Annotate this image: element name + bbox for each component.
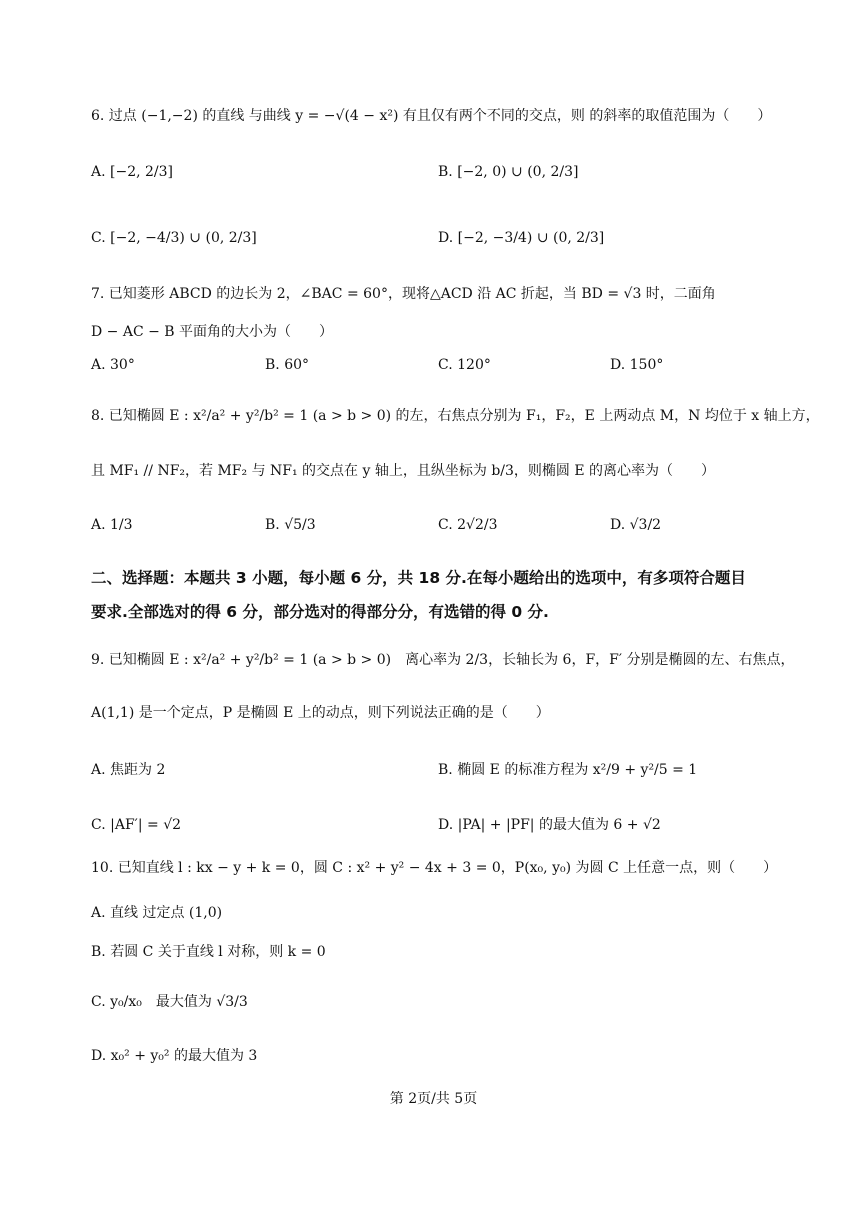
option-text: |AF′| = √2 [110,817,182,833]
option-label: C. [91,817,106,833]
option-label: A. [91,357,106,373]
option-text: 若圆 C 关于直线 l 对称，则 k = 0 [110,944,326,960]
question-9-stem-line2: A(1,1) 是一个定点，P 是椭圆 E 上的动点，则下列说法正确的是（ ） [91,705,550,721]
q7-option-c [438,355,491,375]
q6-option-c [91,228,257,248]
q8-option-b [265,515,316,535]
section-2-heading-line1: 二、选择题：本题共 3 小题，每小题 6 分，共 18 分.在每小题给出的选项中，有多项符合题目 [91,569,746,587]
option-text: [−2, 0) ∪ (0, 2/3] [457,164,579,180]
option-label: D. [438,230,454,246]
option-label: A. [91,762,106,778]
option-text: 150° [629,357,664,373]
option-text: 2√2/3 [457,517,498,533]
option-text: 60° [284,357,310,373]
option-text: y₀/x₀ 最大值为 √3/3 [110,994,248,1010]
option-label: C. [91,994,106,1010]
option-text: 30° [110,357,135,373]
q9-option-d [438,815,661,835]
option-label: B. [438,164,453,180]
question-8-stem-line1: 8. 已知椭圆 E : x²/a² + y²/b² = 1 (a > b > 0) 的左，右焦点分别为 F₁，F₂，E 上两动点 M，N 均位于 x 轴上方， [91,408,820,424]
option-label: A. [91,905,106,921]
section-2-heading-line2: 要求.全部选对的得 6 分，部分选对的得部分分，有选错的得 0 分. [91,603,549,621]
q10-option-b [91,942,326,962]
q10-option-c [91,992,248,1012]
option-text: [−2, 2/3] [110,164,174,180]
option-label: B. [438,762,453,778]
option-label: D. [91,1048,107,1064]
option-text: 120° [457,357,491,373]
option-label: D. [438,817,454,833]
option-label: C. [91,230,106,246]
question-7-stem-line1: 7. 已知菱形 ABCD 的边长为 2，∠BAC = 60°，现将△ACD 沿 AC 折起，当 BD = √3 时，二面角 [91,286,716,302]
question-6-stem: 6. 过点 (−1,−2) 的直线 与曲线 y = −√(4 − x²) 有且仅有两个不同的交点，则 的斜率的取值范围为（ ） [91,108,772,124]
page-footer: 第 2页/共 5页 [389,1091,478,1107]
option-text: |PA| + |PF| 的最大值为 6 + √2 [457,817,661,833]
option-label: C. [438,517,453,533]
question-7-stem-line2: D − AC − B 平面角的大小为（ ） [91,324,334,340]
q8-option-a [91,515,133,535]
option-text: 直线 过定点 (1,0) [110,905,223,921]
option-text: √3/2 [629,517,662,533]
q6-option-a [91,162,173,182]
option-text: [−2, −3/4) ∪ (0, 2/3] [457,230,605,246]
q7-option-a [91,355,135,375]
option-label: B. [265,517,280,533]
q6-option-b [438,162,578,182]
option-label: A. [91,164,106,180]
option-text: 焦距为 2 [110,762,166,778]
option-label: D. [610,357,626,373]
q9-option-a [91,760,165,780]
option-label: B. [265,357,280,373]
q7-option-b [265,355,309,375]
option-text: 1/3 [110,517,133,533]
q6-option-d [438,228,604,248]
option-label: D. [610,517,626,533]
q7-option-d [610,355,663,375]
q10-option-a [91,903,222,923]
q10-option-d [91,1046,257,1066]
q9-option-c [91,815,181,835]
option-label: C. [438,357,453,373]
question-9-stem-line1: 9. 已知椭圆 E : x²/a² + y²/b² = 1 (a > b > 0) 离心率为 2/3，长轴长为 6，F，F′ 分别是椭圆的左、右焦点， [91,652,795,668]
q9-option-b [438,760,697,780]
option-text: x₀² + y₀² 的最大值为 3 [110,1048,258,1064]
option-text: [−2, −4/3) ∪ (0, 2/3] [110,230,257,246]
question-10-stem: 10. 已知直线 l : kx − y + k = 0，圆 C : x² + y² − 4x + 3 = 0，P(x₀, y₀) 为圆 C 上任意一点，则（ ） [91,860,778,876]
question-8-stem-line2: 且 MF₁ // NF₂，若 MF₂ 与 NF₁ 的交点在 y 轴上，且纵坐标为 b/3，则椭圆 E 的离心率为（ ） [91,463,716,479]
option-label: A. [91,517,106,533]
option-text: 椭圆 E 的标准方程为 x²/9 + y²/5 = 1 [457,762,698,778]
option-text: √5/3 [284,517,316,533]
q8-option-d [610,515,661,535]
option-label: B. [91,944,106,960]
q8-option-c [438,515,497,535]
